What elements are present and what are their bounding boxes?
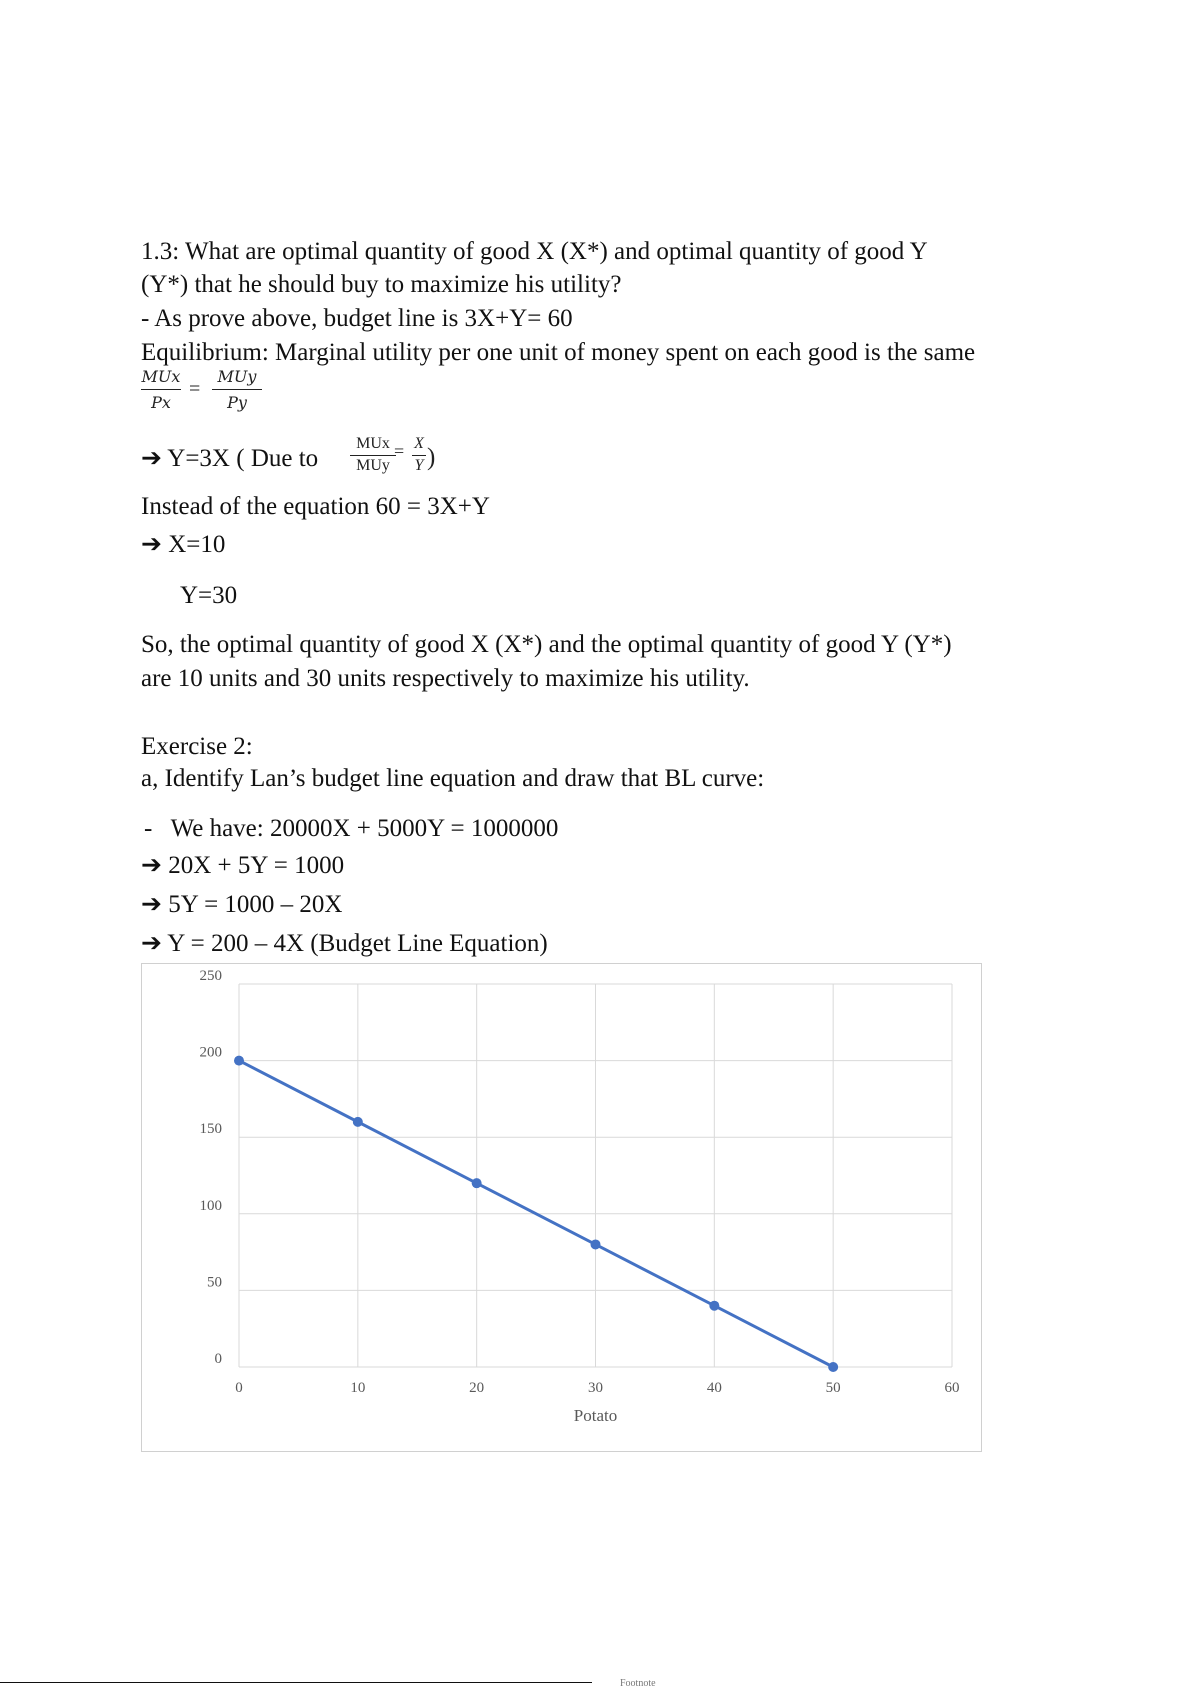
step-3-text: Y = 200 – 4X (Budget Line Equation) xyxy=(167,930,548,957)
fraction-denominator: Px xyxy=(151,393,171,412)
footnote-separator xyxy=(0,1682,592,1683)
step-3-line xyxy=(141,929,548,959)
exercise-2-title: Exercise 2: xyxy=(141,733,253,760)
data-point xyxy=(234,1056,244,1066)
question-line-2: (Y*) that he should buy to maximize his utility? xyxy=(141,271,622,298)
fraction-bar xyxy=(141,389,181,390)
fraction-numerator: MUx xyxy=(141,367,181,386)
chart-svg xyxy=(142,964,983,1453)
x-tick-label: 50 xyxy=(825,1380,841,1396)
fraction-numerator: MUx xyxy=(356,435,390,452)
fraction-numerator: MUy xyxy=(217,367,257,386)
y-equals-3x-line xyxy=(141,444,318,474)
fraction-mux-px xyxy=(141,367,181,415)
fraction-muy-py xyxy=(212,367,262,415)
x-tick-label: 0 xyxy=(235,1380,243,1396)
equilibrium-statement: Equilibrium: Marginal utility per one unit of money spent on each good is the same xyxy=(141,339,976,366)
footnote-text: Footnote xyxy=(620,1678,656,1689)
data-point xyxy=(353,1117,363,1127)
y-tick-label: 0 xyxy=(214,1351,222,1367)
equals-sign: = xyxy=(394,441,405,461)
budget-line-chart xyxy=(141,963,982,1452)
y-tick-label: 100 xyxy=(199,1197,222,1214)
x-equals-10-text: X=10 xyxy=(168,531,226,558)
question-line-1: 1.3: What are optimal quantity of good X (X*) and optimal quantity of good Y xyxy=(141,238,928,265)
x-tick-label: 20 xyxy=(469,1380,485,1396)
data-point xyxy=(472,1178,482,1188)
y-equals-3x-text: Y=3X ( Due to xyxy=(167,445,319,472)
closing-paren: ) xyxy=(427,444,436,471)
x-tick-label: 30 xyxy=(588,1380,603,1396)
y-tick-label: 50 xyxy=(207,1274,222,1291)
step-1-line xyxy=(141,851,344,881)
y-tick-label: 200 xyxy=(199,1044,222,1061)
arrow-icon: ➔ xyxy=(141,891,162,918)
budget-line-statement: - As prove above, budget line is 3X+Y= 60 xyxy=(141,305,573,332)
fraction-denominator: Y xyxy=(414,457,424,474)
arrow-icon: ➔ xyxy=(141,445,162,472)
data-point xyxy=(828,1362,838,1372)
list-dash: - xyxy=(144,815,153,842)
fraction-mux-muy xyxy=(350,435,396,481)
step-2-line xyxy=(141,890,342,920)
fraction-denominator: Py xyxy=(227,393,247,412)
arrow-icon: ➔ xyxy=(141,531,162,558)
conclusion-line-1: So, the optimal quantity of good X (X*) and the optimal quantity of good Y (Y*) xyxy=(141,631,952,658)
instead-equation: Instead of the equation 60 = 3X+Y xyxy=(141,493,490,520)
y-equals-30-text: Y=30 xyxy=(180,582,238,609)
we-have-text: We have: 20000X + 5000Y = 1000000 xyxy=(170,815,559,842)
x-equals-10-line xyxy=(141,530,225,560)
we-have-line xyxy=(144,814,558,844)
x-tick-label: 40 xyxy=(706,1380,722,1396)
y-tick-label: 150 xyxy=(199,1121,222,1138)
equals-sign: = xyxy=(189,378,201,400)
x-tick-label: 10 xyxy=(350,1380,366,1396)
x-tick-label: 60 xyxy=(944,1380,960,1396)
fraction-denominator: MUy xyxy=(356,457,390,474)
x-axis-label: Potato xyxy=(573,1406,618,1425)
conclusion-line-2: are 10 units and 30 units respectively to maximize his utility. xyxy=(141,665,750,692)
step-2-text: 5Y = 1000 – 20X xyxy=(168,891,343,918)
fraction-x-y xyxy=(412,435,426,481)
arrow-icon: ➔ xyxy=(141,852,162,879)
data-point xyxy=(591,1239,601,1249)
fraction-numerator: X xyxy=(414,435,424,452)
fraction-bar xyxy=(412,455,426,456)
data-point xyxy=(709,1301,719,1311)
exercise-2-part-a: a, Identify Lan’s budget line equation and draw that BL curve: xyxy=(141,765,765,792)
arrow-icon: ➔ xyxy=(141,930,162,957)
step-1-text: 20X + 5Y = 1000 xyxy=(168,852,345,879)
fraction-bar xyxy=(350,455,396,456)
fraction-bar xyxy=(212,389,262,390)
y-tick-label: 250 xyxy=(199,968,222,984)
